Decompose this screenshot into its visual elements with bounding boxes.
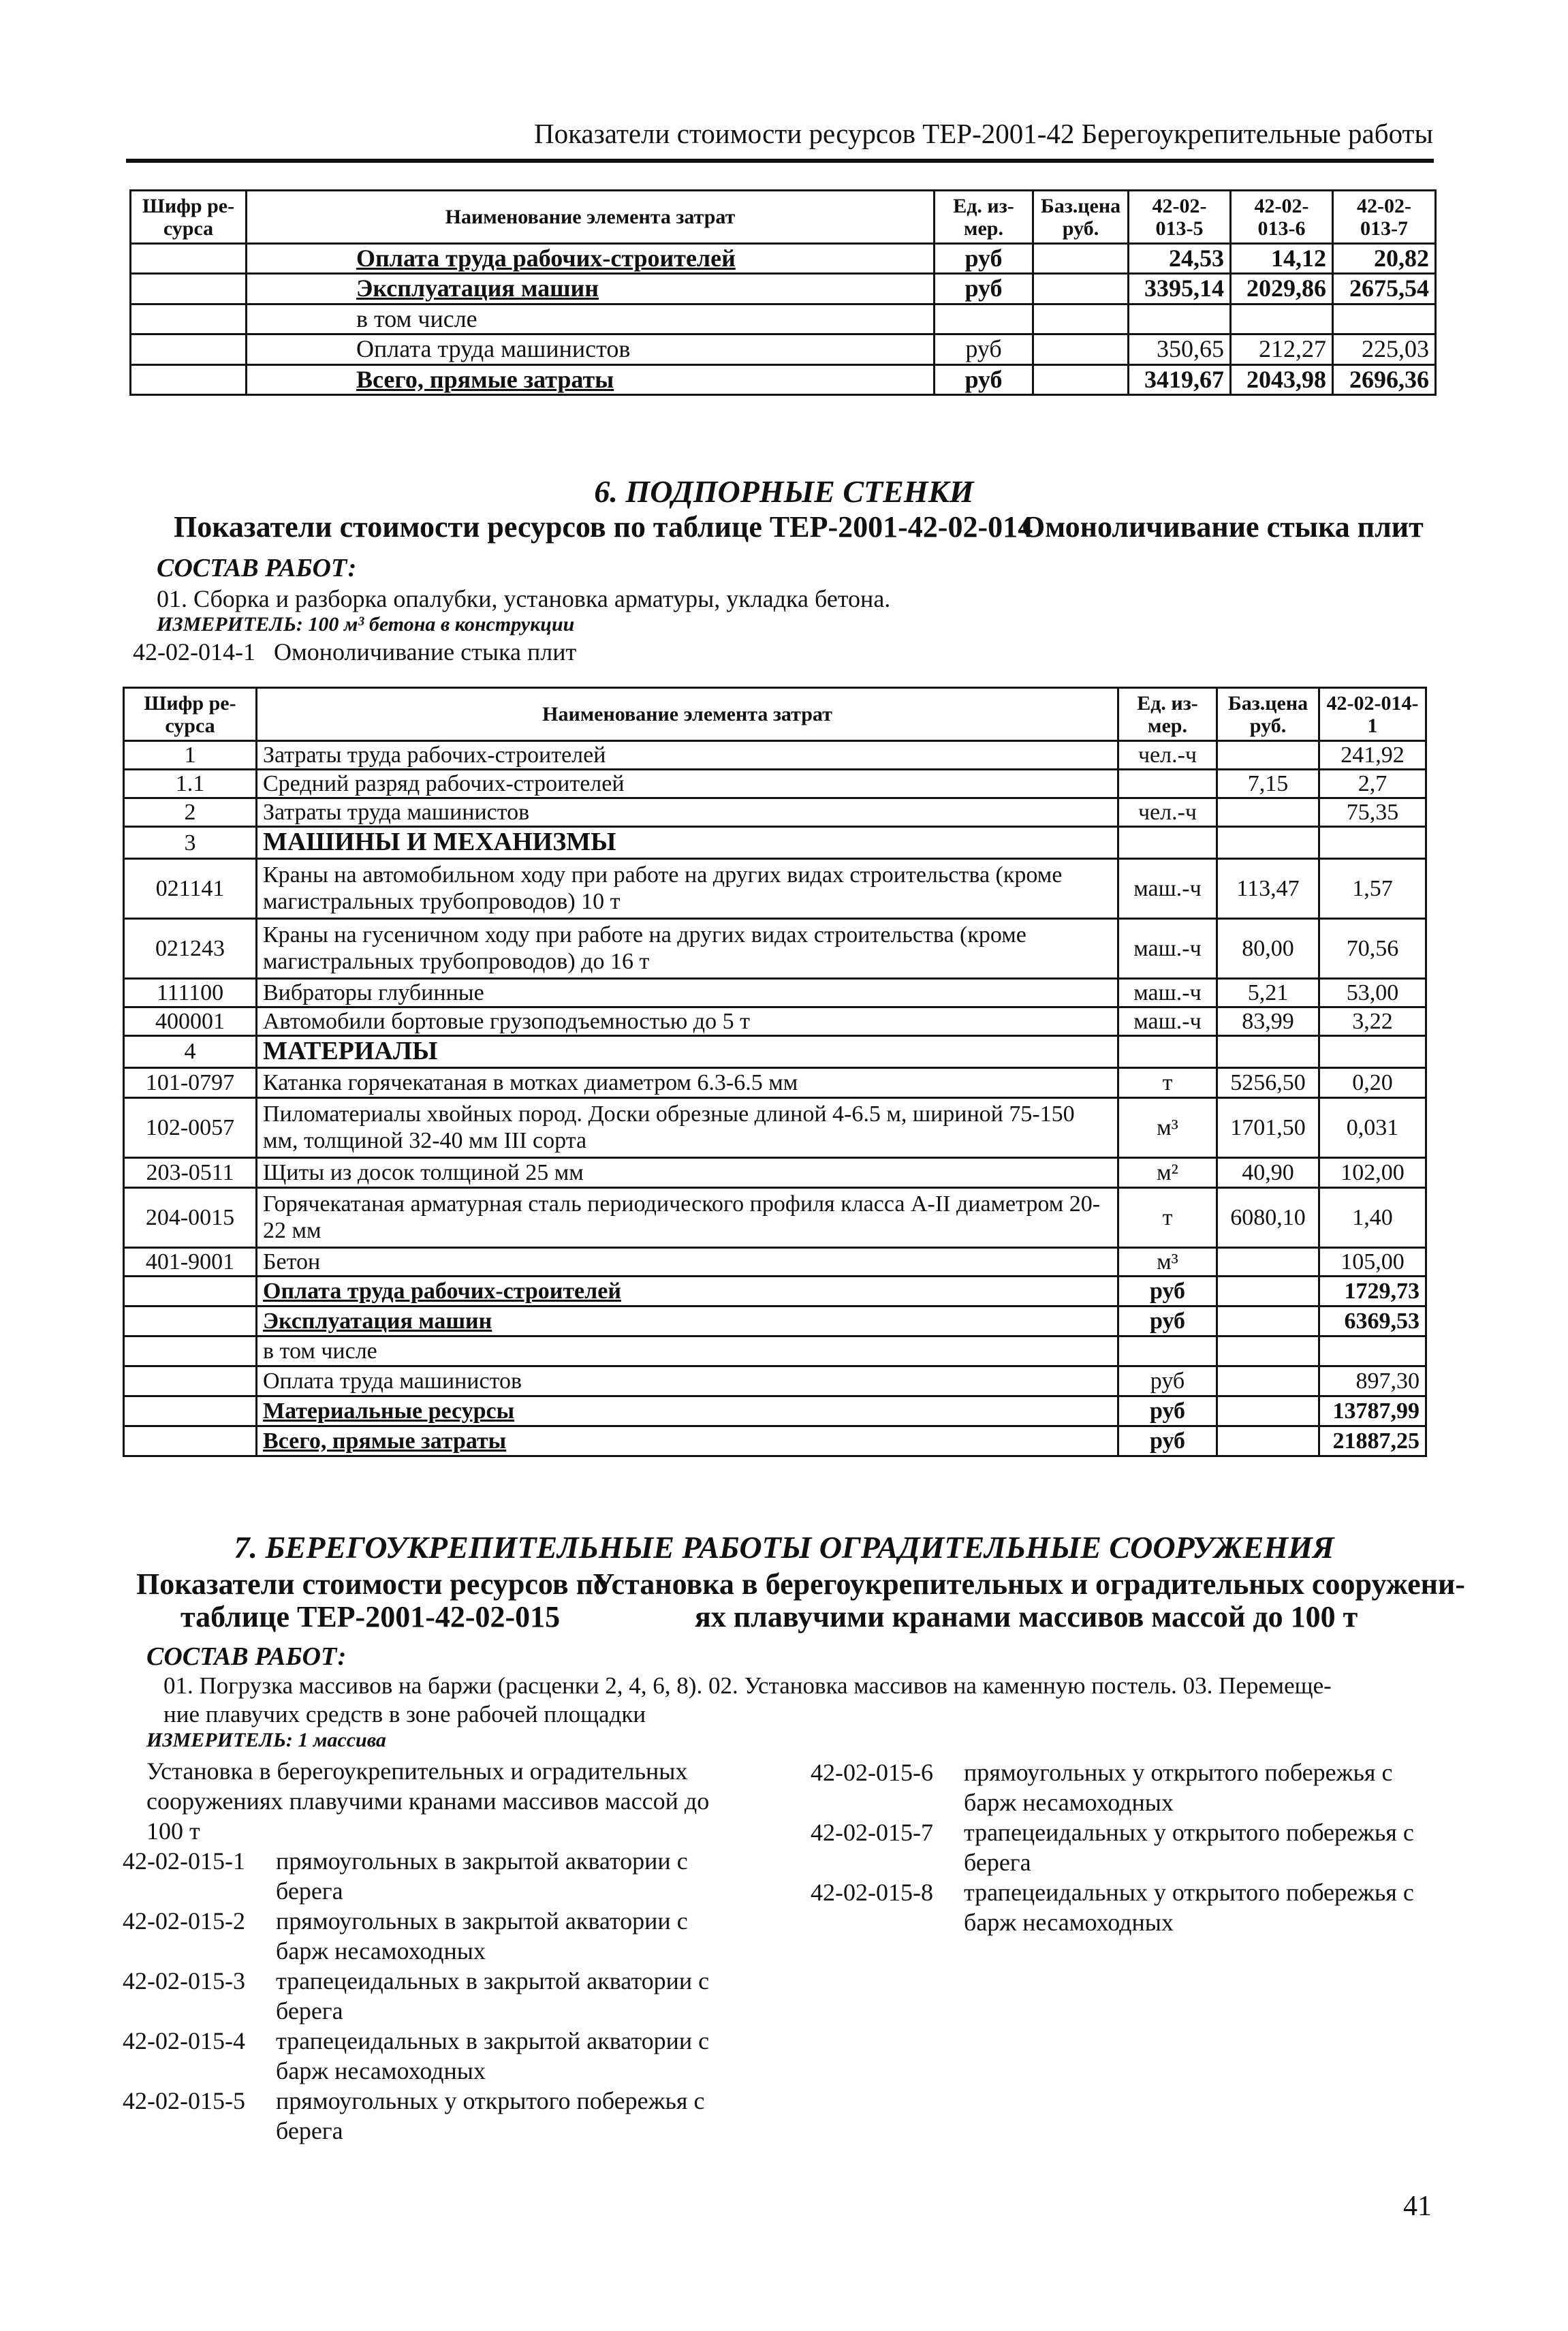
cell-code: 1.1	[124, 770, 257, 798]
cell-price	[1217, 1276, 1319, 1306]
cell-value: 53,00	[1319, 978, 1426, 1007]
list-item	[811, 1817, 1427, 1877]
section-6-meter: ИЗМЕРИТЕЛЬ: 100 м³ бетона в конструкции	[157, 613, 575, 636]
cell-name: Затраты труда рабочих-строителей	[257, 741, 1118, 770]
cell-name: Оплата труда машинистов	[257, 1366, 1118, 1396]
cell-name: Горячекатаная арматурная сталь периодического профиля класса А-II диаметром 20-22 мм	[257, 1187, 1118, 1247]
table-row	[124, 918, 1426, 978]
cell-name: Катанка горячекатаная в мотках диаметром 6.3-6.5 мм	[257, 1067, 1118, 1097]
cell-value: 1,40	[1319, 1187, 1426, 1247]
cell-unit: маш.-ч	[1118, 918, 1217, 978]
table-row	[131, 274, 1436, 304]
table-row	[124, 1336, 1426, 1366]
section-7-table-ref-line2: таблице ТЕР-2001-42-02-015	[181, 1600, 561, 1633]
cell-price: 40,90	[1217, 1157, 1319, 1187]
cell-unit	[1118, 827, 1217, 859]
table-row	[124, 858, 1426, 918]
cell-code	[124, 1396, 257, 1426]
cell-unit: руб	[1118, 1426, 1217, 1456]
cell-unit: руб	[1118, 1396, 1217, 1426]
section-7-subject-line1: Установка в берегоукрепительных и оградительных сооружени-	[593, 1567, 1465, 1601]
item-description: прямоугольных в закрытой акватории с берега	[276, 1847, 688, 1905]
cell-unit	[1118, 770, 1217, 798]
cell-code: 3	[124, 827, 257, 859]
cell-name: Автомобили бортовые грузоподъемностью до 5 т	[257, 1007, 1118, 1036]
item-code: 42-02-015-3	[123, 1967, 245, 1994]
table-row	[124, 1036, 1426, 1068]
cell-name: Краны на автомобильном ходу при работе на других видах строительства (кроме магистральных трубопроводов) 10 т	[257, 858, 1118, 918]
table-row	[124, 798, 1426, 827]
cell-value: 1729,73	[1319, 1276, 1426, 1306]
cell-name: Эксплуатация машин	[247, 274, 935, 304]
cell-value: 3,22	[1319, 1007, 1426, 1036]
cell-value: 75,35	[1319, 798, 1426, 827]
item-code: 42-02-015-8	[811, 1879, 933, 1906]
section-7-table-ref-line1: Показатели стоимости ресурсов по	[136, 1567, 608, 1601]
cell-value: 897,30	[1319, 1366, 1426, 1396]
cell-unit: руб	[1118, 1366, 1217, 1396]
cell-v3: 2696,36	[1333, 364, 1436, 394]
cell-value: 70,56	[1319, 918, 1426, 978]
table-row	[131, 244, 1436, 274]
header-rule	[126, 159, 1434, 163]
cell-unit	[1118, 1036, 1217, 1068]
section-6-works-text: 01. Сборка и разборка опалубки, установка арматуры, укладка бетона.	[157, 585, 891, 612]
cell-v1: 3419,67	[1129, 364, 1231, 394]
list-item	[123, 2086, 719, 2146]
table-row	[124, 1306, 1426, 1336]
item-code: 42-02-015-4	[123, 2027, 245, 2054]
col-header-unit: Ед. из-мер.	[935, 191, 1033, 244]
section-7-title: 7. БЕРЕГОУКРЕПИТЕЛЬНЫЕ РАБОТЫ ОГРАДИТЕЛЬНЫЕ СООРУЖЕНИЯ	[234, 1530, 1334, 1565]
cell-value: 0,20	[1319, 1067, 1426, 1097]
table-row	[124, 827, 1426, 859]
cell-name: в том числе	[247, 304, 935, 334]
table-row	[124, 770, 1426, 798]
cell-v3: 225,03	[1333, 334, 1436, 364]
section-6-subject: Омоноличивание стыка плит	[1022, 510, 1424, 544]
cell-v3: 20,82	[1333, 244, 1436, 274]
cell-name: Щиты из досок толщиной 25 мм	[257, 1157, 1118, 1187]
cell-price: 5,21	[1217, 978, 1319, 1007]
cell-code: 021243	[124, 918, 257, 978]
table-row	[131, 364, 1436, 394]
cell-price: 1701,50	[1217, 1097, 1319, 1157]
cell-price	[1033, 244, 1129, 274]
cell-value: 105,00	[1319, 1247, 1426, 1276]
cell-price: 7,15	[1217, 770, 1319, 798]
section-7-works-text-line2: ние плавучих средств в зоне рабочей площадки	[163, 1701, 646, 1727]
cell-code: 102-0057	[124, 1097, 257, 1157]
cell-price	[1033, 334, 1129, 364]
list-item	[811, 1877, 1427, 1937]
cell-code: 203-0511	[124, 1157, 257, 1187]
cell-name: Оплата труда рабочих-строителей	[257, 1276, 1118, 1306]
cell-name: Оплата труда машинистов	[247, 334, 935, 364]
page-number: 41	[1403, 2191, 1432, 2222]
list-item	[123, 2026, 719, 2086]
cell-unit	[935, 304, 1033, 334]
cell-unit: руб	[935, 334, 1033, 364]
table-row	[131, 304, 1436, 334]
table-row	[124, 1366, 1426, 1396]
section-7-works-text-line1: 01. Погрузка массивов на баржи (расценки 2, 4, 6, 8). 02. Установка массивов на каменную постель. 03. Перемеще-	[163, 1672, 1332, 1699]
cost-table-42-02-013	[129, 189, 1437, 396]
cell-code	[124, 1276, 257, 1306]
table-row	[124, 741, 1426, 770]
cell-name: в том числе	[257, 1336, 1118, 1366]
list-item	[811, 1757, 1427, 1817]
cell-code	[131, 304, 247, 334]
section-7-meter: ИЗМЕРИТЕЛЬ: 1 массива	[146, 1729, 386, 1751]
cell-v1: 24,53	[1129, 244, 1231, 274]
cell-value: 102,00	[1319, 1157, 1426, 1187]
cell-unit: маш.-ч	[1118, 978, 1217, 1007]
cell-unit: т	[1118, 1187, 1217, 1247]
item-description: трапецеидальных в закрытой акватории с берега	[276, 1967, 710, 2024]
item-description: трапецеидальных у открытого побережья с берега	[964, 1819, 1414, 1876]
col-header-name: Наименование элемента затрат	[247, 191, 935, 244]
cell-v2: 2043,98	[1231, 364, 1333, 394]
cell-price: 6080,10	[1217, 1187, 1319, 1247]
cell-price	[1033, 364, 1129, 394]
cell-price	[1217, 741, 1319, 770]
cell-unit: руб	[1118, 1306, 1217, 1336]
cell-code	[124, 1426, 257, 1456]
cell-v1: 3395,14	[1129, 274, 1231, 304]
cell-v2: 212,27	[1231, 334, 1333, 364]
cell-code: 2	[124, 798, 257, 827]
list-item	[123, 1906, 719, 1966]
cost-table-42-02-014	[123, 687, 1427, 1457]
col-header-unit: Ед. из-мер.	[1118, 688, 1217, 741]
cell-price	[1217, 827, 1319, 859]
cell-v1	[1129, 304, 1231, 334]
table-row	[124, 1247, 1426, 1276]
col-header-name: Наименование элемента затрат	[257, 688, 1118, 741]
cell-code: 1	[124, 741, 257, 770]
cell-v1: 350,65	[1129, 334, 1231, 364]
cell-price	[1217, 798, 1319, 827]
cell-name: Затраты труда машинистов	[257, 798, 1118, 827]
cell-price	[1217, 1426, 1319, 1456]
cell-price: 83,99	[1217, 1007, 1319, 1036]
table-row	[131, 334, 1436, 364]
table-row	[124, 1097, 1426, 1157]
col-header-013-6: 42-02-013-6	[1231, 191, 1333, 244]
item-code: 42-02-015-1	[123, 1847, 245, 1875]
cell-price	[1033, 304, 1129, 334]
cell-code	[131, 244, 247, 274]
cell-value: 2,7	[1319, 770, 1426, 798]
cell-price: 113,47	[1217, 858, 1319, 918]
cell-code	[124, 1306, 257, 1336]
section-7-works-label: СОСТАВ РАБОТ:	[146, 1642, 347, 1671]
cell-unit: чел.-ч	[1118, 741, 1217, 770]
cell-price	[1217, 1247, 1319, 1276]
cell-name: МАТЕРИАЛЫ	[257, 1036, 1118, 1068]
cell-code: 021141	[124, 858, 257, 918]
cell-unit: маш.-ч	[1118, 858, 1217, 918]
item-description: прямоугольных у открытого побережья с барж несамоходных	[964, 1759, 1393, 1816]
cell-v2: 2029,86	[1231, 274, 1333, 304]
item-description: прямоугольных в закрытой акватории с барж несамоходных	[276, 1907, 688, 1965]
section-6-table-ref: Показатели стоимости ресурсов по таблице ТЕР-2001-42-02-014	[174, 510, 1033, 544]
table-row	[124, 1157, 1426, 1187]
col-header-price: Баз.цена руб.	[1033, 191, 1129, 244]
col-header-013-7: 42-02-013-7	[1333, 191, 1436, 244]
table-header-row	[124, 688, 1426, 741]
cell-value: 6369,53	[1319, 1306, 1426, 1336]
cell-code	[131, 274, 247, 304]
cell-unit: т	[1118, 1067, 1217, 1097]
item-description: трапецеидальных у открытого побережья с барж несамоходных	[964, 1879, 1414, 1936]
cell-price: 80,00	[1217, 918, 1319, 978]
table-row	[124, 1396, 1426, 1426]
table-row	[124, 1426, 1426, 1456]
list-item	[123, 1846, 719, 1906]
cell-price	[1033, 274, 1129, 304]
col-header-013-5: 42-02-013-5	[1129, 191, 1231, 244]
cell-value: 241,92	[1319, 741, 1426, 770]
cell-value: 13787,99	[1319, 1396, 1426, 1426]
col-header-price: Баз.цена руб.	[1217, 688, 1319, 741]
item-description: прямоугольных у открытого побережья с берега	[276, 2087, 705, 2144]
cell-price	[1217, 1336, 1319, 1366]
col-header-code: Шифр ре-сурса	[124, 688, 257, 741]
cell-unit: м³	[1118, 1247, 1217, 1276]
cell-name: Краны на гусеничном ходу при работе на других видах строительства (кроме магистральных трубопроводов) до 16 т	[257, 918, 1118, 978]
item-code: 42-02-015-5	[123, 2087, 245, 2114]
cell-v3: 2675,54	[1333, 274, 1436, 304]
cell-name: Всего, прямые затраты	[257, 1426, 1118, 1456]
cell-v3	[1333, 304, 1436, 334]
cell-name: МАШИНЫ И МЕХАНИЗМЫ	[257, 827, 1118, 859]
cell-name: Оплата труда рабочих-строителей	[247, 244, 935, 274]
cell-price	[1217, 1306, 1319, 1336]
running-header: Показатели стоимости ресурсов ТЕР-2001-42 Берегоукрепительные работы	[534, 118, 1433, 149]
cell-code: 111100	[124, 978, 257, 1007]
cell-unit: руб	[935, 244, 1033, 274]
item-description: трапецеидальных в закрытой акватории с барж несамоходных	[276, 2027, 710, 2084]
cell-name: Средний разряд рабочих-строителей	[257, 770, 1118, 798]
cell-name: Эксплуатация машин	[257, 1306, 1118, 1336]
cell-code: 101-0797	[124, 1067, 257, 1097]
item-code: 42-02-015-2	[123, 1907, 245, 1935]
cell-unit: чел.-ч	[1118, 798, 1217, 827]
cell-code: 401-9001	[124, 1247, 257, 1276]
cell-code	[131, 334, 247, 364]
cell-value	[1319, 1336, 1426, 1366]
cell-unit: м³	[1118, 1097, 1217, 1157]
cell-name: Пиломатериалы хвойных пород. Доски обрезные длиной 4-6.5 м, шириной 75-150 мм, толщиной 32-40 мм III сорта	[257, 1097, 1118, 1157]
cell-value: 0,031	[1319, 1097, 1426, 1157]
cell-name: Вибраторы глубинные	[257, 978, 1118, 1007]
section-7-intro: Установка в берегоукрепительных и оградительных сооружениях плавучими кранами массивов массой до 100 т	[146, 1757, 710, 1845]
cell-price	[1217, 1366, 1319, 1396]
cell-code	[124, 1366, 257, 1396]
cell-unit: руб	[935, 364, 1033, 394]
col-header-code: Шифр ре-сурса	[131, 191, 247, 244]
cell-name: Всего, прямые затраты	[247, 364, 935, 394]
cell-code	[131, 364, 247, 394]
table-row	[124, 1007, 1426, 1036]
cell-price	[1217, 1396, 1319, 1426]
cell-value	[1319, 827, 1426, 859]
table-row	[124, 1276, 1426, 1306]
section-6-works-label: СОСТАВ РАБОТ:	[157, 554, 357, 582]
cell-value: 21887,25	[1319, 1426, 1426, 1456]
cell-unit	[1118, 1336, 1217, 1366]
cell-v2: 14,12	[1231, 244, 1333, 274]
cell-code: 400001	[124, 1007, 257, 1036]
cell-code	[124, 1336, 257, 1366]
cell-unit: руб	[935, 274, 1033, 304]
cell-unit: руб	[1118, 1276, 1217, 1306]
cell-price: 5256,50	[1217, 1067, 1319, 1097]
item-code: 42-02-015-6	[811, 1759, 933, 1786]
cell-name: Бетон	[257, 1247, 1118, 1276]
section-6-item: 42-02-014-1 Омоноличивание стыка плит	[133, 638, 577, 666]
table-row	[124, 1067, 1426, 1097]
cell-price	[1217, 1036, 1319, 1068]
cell-unit: маш.-ч	[1118, 1007, 1217, 1036]
cell-value	[1319, 1036, 1426, 1068]
cell-unit: м²	[1118, 1157, 1217, 1187]
item-code: 42-02-015-7	[811, 1819, 933, 1846]
list-item	[123, 1966, 719, 2026]
section-7-subject-line2: ях плавучими кранами массивов массой до 100 т	[695, 1600, 1358, 1633]
cell-v2	[1231, 304, 1333, 334]
table-header-row	[131, 191, 1436, 244]
table-row	[124, 1187, 1426, 1247]
table-row	[124, 978, 1426, 1007]
cell-name: Материальные ресурсы	[257, 1396, 1118, 1426]
col-header-014-1: 42-02-014-1	[1319, 688, 1426, 741]
cell-code: 4	[124, 1036, 257, 1068]
cell-code: 204-0015	[124, 1187, 257, 1247]
section-6-title: 6. ПОДПОРНЫЕ СТЕНКИ	[594, 474, 974, 509]
cell-value: 1,57	[1319, 858, 1426, 918]
